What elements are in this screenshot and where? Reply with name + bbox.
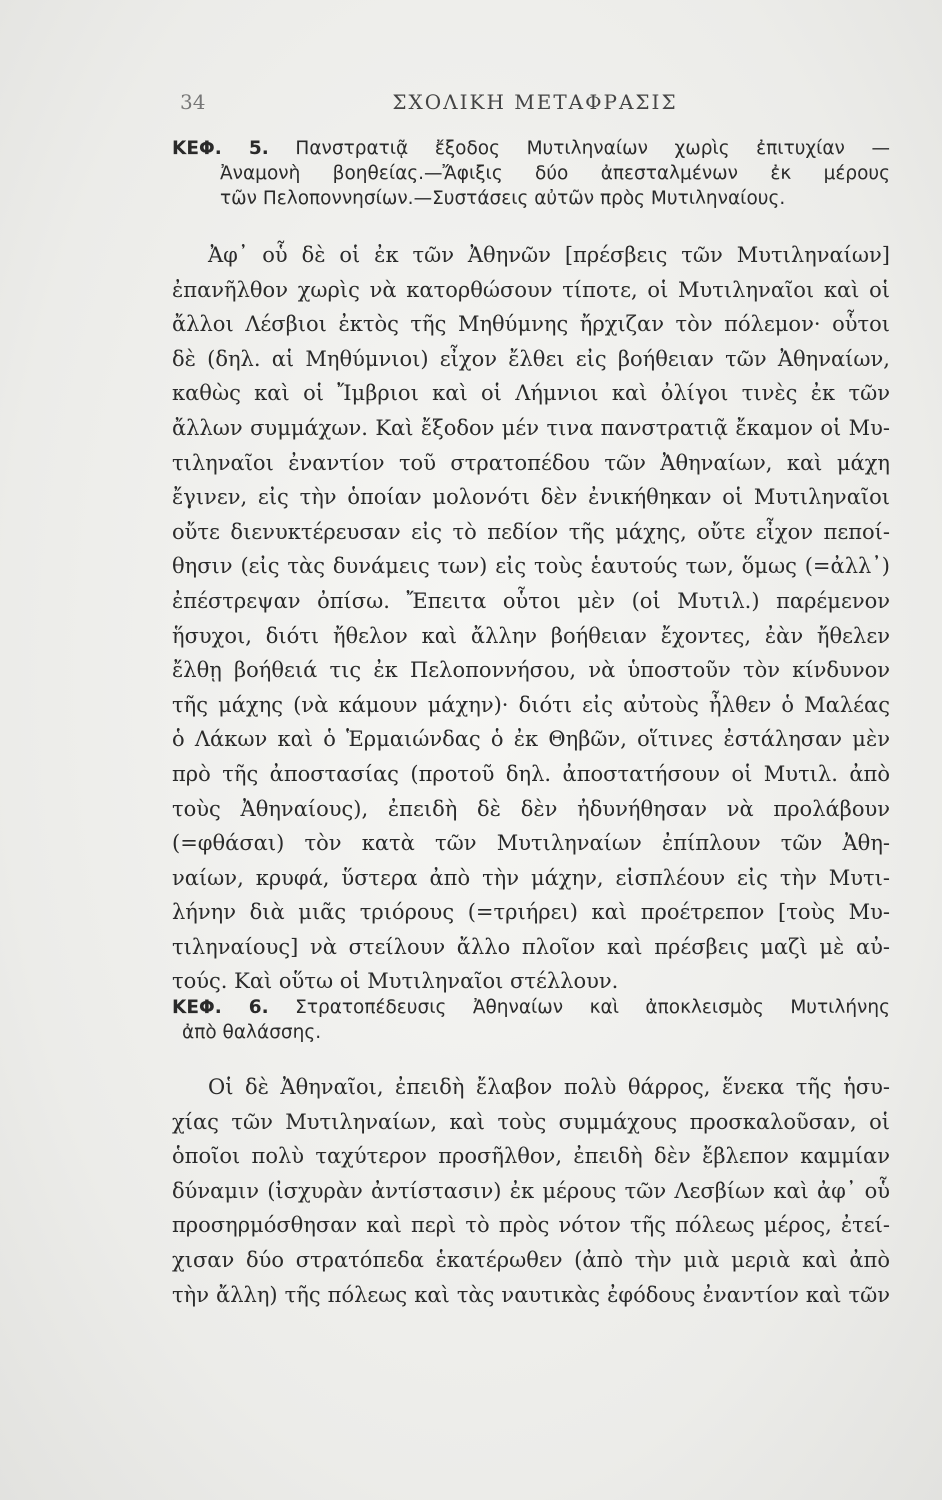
body-line: ὁ Λάκων καὶ ὁ Ἑρμαιώνδας ὁ ἐκ Θηβῶν, οἵτινες ἐστάλησαν μὲν bbox=[172, 727, 890, 752]
chapter6-label: ΚΕΦ. 6. bbox=[172, 997, 269, 1018]
body-line: δύναμιν (ἰσχυρὰν ἀντίστασιν) ἐκ μέρους τῶν Λεσβίων καὶ ἀφ᾽ οὗ bbox=[172, 1178, 890, 1203]
summary-line: ΚΕΦ. 5. Πανστρατιᾷ ἔξοδος Μυτιληναίων χωρὶς ἐπιτυχίαν — bbox=[172, 138, 890, 159]
body-line: ἔγινεν, εἰς τὴν ὁποίαν μολονότι δὲν ἐνικήθηκαν οἱ Μυτιληναῖοι bbox=[172, 485, 890, 510]
chapter6-summary bbox=[172, 995, 890, 1045]
body-line: θησιν (εἰς τὰς δυνάμεις των) εἰς τοὺς ἑαυτούς των, ὅμως (=ἀλλ᾽) bbox=[172, 554, 890, 579]
body-line: χισαν δύο στρατόπεδα ἑκατέρωθεν (ἀπὸ τὴν μιὰ μεριὰ καὶ ἀπὸ bbox=[172, 1247, 890, 1272]
body-line: ἔλθῃ βοήθειά τις ἐκ Πελοποννήσου, νὰ ὑποστοῦν τὸν κίνδυνον bbox=[172, 658, 890, 683]
page-header bbox=[180, 90, 890, 130]
chapter5-label: ΚΕΦ. 5. bbox=[172, 138, 269, 159]
body-line: ἐπανῆλθον χωρὶς νὰ κατορθώσουν τίποτε, οἱ Μυτιληναῖοι καὶ οἱ bbox=[172, 277, 890, 302]
body-line: οὔτε διενυκτέρευσαν εἰς τὸ πεδίον τῆς μάχης, οὔτε εἶχον πεποί- bbox=[172, 519, 890, 544]
page-number: 34 bbox=[180, 90, 206, 114]
chapter6-body bbox=[172, 1070, 890, 1312]
chapter5-summary bbox=[172, 136, 890, 211]
summary-line: ἀπὸ θαλάσσης. bbox=[182, 1022, 322, 1043]
body-line: ἐπέστρεψαν ὀπίσω. Ἔπειτα οὗτοι μὲν (οἱ Μυτιλ.) παρέμενον bbox=[172, 588, 890, 613]
body-line: τῆς μάχης (νὰ κάμουν μάχην)· διότι εἰς αὐτοὺς ἦλθεν ὁ Μαλέας bbox=[172, 692, 890, 717]
body-line: Οἱ δὲ Ἀθηναῖοι, ἐπειδὴ ἔλαβον πολὺ θάρρος, ἕνεκα τῆς ἡσυ- bbox=[208, 1075, 890, 1099]
body-line: προσηρμόσθησαν καὶ περὶ τὸ πρὸς νότον τῆς πόλεως μέρος, ἐτεί- bbox=[172, 1213, 890, 1238]
body-line: λήνην διὰ μιᾶς τριόρους (=τριήρει) καὶ προέτρεπον [τοὺς Μυ- bbox=[172, 900, 890, 925]
summary-line: Ἀναμονὴ βοηθείας.—Ἄφιξις δύο ἀπεσταλμένων ἐκ μέρους bbox=[220, 163, 890, 184]
body-line: ἄλλοι Λέσβιοι ἐκτὸς τῆς Μηθύμνης ἤρχιζαν τὸν πόλεμον· οὗτοι bbox=[172, 312, 890, 337]
body-line: ὁποῖοι πολὺ ταχύτερον προσῆλθον, ἐπειδὴ δὲν ἔβλεπον καμμίαν bbox=[172, 1144, 890, 1169]
body-line: πρὸ τῆς ἀποστασίας (προτοῦ δηλ. ἀποστατήσουν οἱ Μυτιλ. ἀπὸ bbox=[172, 761, 890, 786]
body-line: ἥσυχοι, διότι ἤθελον καὶ ἄλλην βοήθειαν ἔχοντες, ἐὰν ἤθελεν bbox=[172, 623, 890, 648]
body-line: ἄλλων συμμάχων. Καὶ ἔξοδον μέν τινα πανστρατιᾷ ἔκαμον οἱ Μυ- bbox=[172, 415, 890, 440]
body-line: τοὺς Ἀθηναίους), ἐπειδὴ δὲ δὲν ἠδυνήθησαν νὰ προλάβουν bbox=[172, 796, 890, 821]
body-line: δὲ (δηλ. αἱ Μηθύμνιοι) εἶχον ἔλθει εἰς βοήθειαν τῶν Ἀθηναίων, bbox=[172, 346, 890, 371]
body-line: ναίων, κρυφά, ὕστερα ἀπὸ τὴν μάχην, εἰσπλέουν εἰς τὴν Μυτι- bbox=[172, 865, 890, 890]
body-line: τιληναίους] νὰ στείλουν ἄλλο πλοῖον καὶ πρέσβεις μαζὶ μὲ αὐ- bbox=[172, 934, 890, 959]
summary-line: ΚΕΦ. 6. Στρατοπέδευσις Ἀθηναίων καὶ ἀποκλεισμὸς Μυτιλήνης bbox=[172, 997, 890, 1018]
body-line: καθὼς καὶ οἱ Ἴμβριοι καὶ οἱ Λήμνιοι καὶ ὀλίγοι τινὲς ἐκ τῶν bbox=[172, 381, 890, 406]
body-line: τιληναῖοι ἐναντίον τοῦ στρατοπέδου τῶν Ἀθηναίων, καὶ μάχη bbox=[172, 450, 890, 475]
body-line: Ἀφ᾽ οὗ δὲ οἱ ἐκ τῶν Ἀθηνῶν [πρέσβεις τῶν Μυτιληναίων] bbox=[208, 243, 890, 267]
running-title: ΣΧΟΛΙΚΗ ΜΕΤΑΦΡΑΣΙΣ bbox=[392, 90, 678, 114]
body-line: χίας τῶν Μυτιληναίων, καὶ τοὺς συμμάχους προσκαλοῦσαν, οἱ bbox=[172, 1109, 890, 1134]
body-line: τὴν ἄλλη) τῆς πόλεως καὶ τὰς ναυτικὰς ἐφόδους ἐναντίον καὶ τῶν bbox=[172, 1282, 890, 1307]
body-line: τούς. Καὶ οὕτω οἱ Μυτιληναῖοι στέλλουν. bbox=[172, 969, 619, 994]
summary-line: τῶν Πελοποννησίων.—Συστάσεις αὐτῶν πρὸς Μυτιληναίους. bbox=[220, 188, 786, 209]
body-line: (=φθάσαι) τὸν κατὰ τῶν Μυτιληναίων ἐπίπλουν τῶν Ἀθη- bbox=[172, 831, 890, 856]
chapter5-body bbox=[172, 238, 890, 999]
